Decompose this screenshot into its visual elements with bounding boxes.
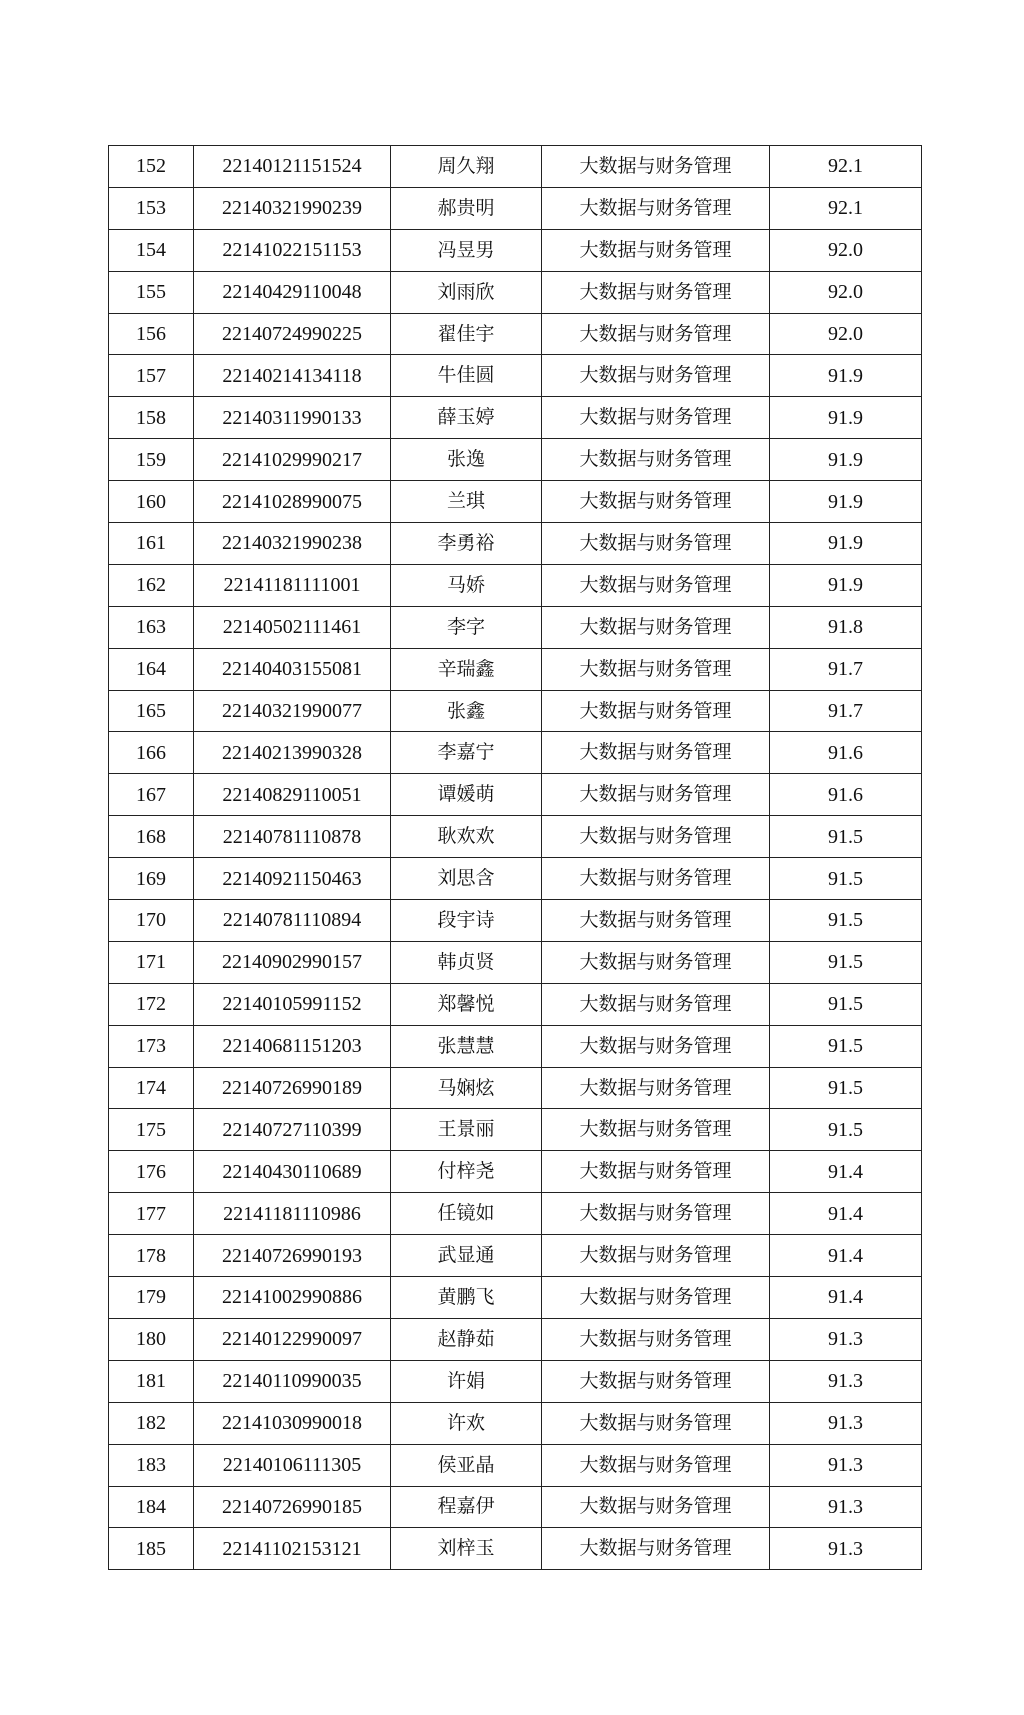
candidate-id-cell: 22141030990018	[194, 1402, 391, 1444]
major-cell: 大数据与财务管理	[542, 606, 770, 648]
seq-cell: 184	[109, 1486, 194, 1528]
table-row	[109, 983, 922, 1025]
table-row	[109, 1360, 922, 1402]
score-cell: 91.3	[770, 1528, 922, 1570]
seq-cell: 168	[109, 816, 194, 858]
candidate-id-cell: 22140902990157	[194, 941, 391, 983]
candidate-id-cell: 22140724990225	[194, 313, 391, 355]
seq-cell: 153	[109, 187, 194, 229]
student-name-cell: 冯昱男	[391, 229, 542, 271]
score-cell: 91.9	[770, 355, 922, 397]
student-name-cell: 马娴炫	[391, 1067, 542, 1109]
major-cell: 大数据与财务管理	[542, 313, 770, 355]
seq-cell: 165	[109, 690, 194, 732]
score-cell: 91.7	[770, 690, 922, 732]
table-row	[109, 1486, 922, 1528]
seq-cell: 177	[109, 1193, 194, 1235]
seq-cell: 180	[109, 1318, 194, 1360]
major-cell: 大数据与财务管理	[542, 439, 770, 481]
score-cell: 91.3	[770, 1486, 922, 1528]
candidate-id-cell: 22140726990185	[194, 1486, 391, 1528]
student-name-cell: 薛玉婷	[391, 397, 542, 439]
table-row	[109, 1193, 922, 1235]
score-cell: 91.9	[770, 481, 922, 523]
major-cell: 大数据与财务管理	[542, 1444, 770, 1486]
major-cell: 大数据与财务管理	[542, 481, 770, 523]
candidate-id-cell: 22140321990239	[194, 187, 391, 229]
table-row	[109, 1402, 922, 1444]
candidate-id-cell: 22140214134118	[194, 355, 391, 397]
candidate-id-cell: 22140727110399	[194, 1109, 391, 1151]
seq-cell: 158	[109, 397, 194, 439]
score-cell: 91.3	[770, 1444, 922, 1486]
student-name-cell: 刘梓玉	[391, 1528, 542, 1570]
seq-cell: 156	[109, 313, 194, 355]
seq-cell: 183	[109, 1444, 194, 1486]
candidate-id-cell: 22140105991152	[194, 983, 391, 1025]
candidate-id-cell: 22140781110878	[194, 816, 391, 858]
table-row	[109, 732, 922, 774]
score-cell: 92.0	[770, 229, 922, 271]
candidate-id-cell: 22140110990035	[194, 1360, 391, 1402]
major-cell: 大数据与财务管理	[542, 858, 770, 900]
student-name-cell: 兰琪	[391, 481, 542, 523]
score-cell: 91.5	[770, 858, 922, 900]
table-row	[109, 439, 922, 481]
major-cell: 大数据与财务管理	[542, 900, 770, 942]
student-name-cell: 许娟	[391, 1360, 542, 1402]
student-name-cell: 刘雨欣	[391, 271, 542, 313]
seq-cell: 181	[109, 1360, 194, 1402]
table-row	[109, 1277, 922, 1319]
major-cell: 大数据与财务管理	[542, 1318, 770, 1360]
student-name-cell: 翟佳宇	[391, 313, 542, 355]
candidate-id-cell: 22140321990238	[194, 523, 391, 565]
candidate-id-cell: 22141181111001	[194, 564, 391, 606]
major-cell: 大数据与财务管理	[542, 146, 770, 188]
seq-cell: 175	[109, 1109, 194, 1151]
major-cell: 大数据与财务管理	[542, 941, 770, 983]
candidate-id-cell: 22141029990217	[194, 439, 391, 481]
major-cell: 大数据与财务管理	[542, 397, 770, 439]
score-cell: 92.0	[770, 271, 922, 313]
major-cell: 大数据与财务管理	[542, 271, 770, 313]
results-table-body	[109, 146, 922, 1570]
table-row	[109, 146, 922, 188]
score-cell: 91.9	[770, 564, 922, 606]
major-cell: 大数据与财务管理	[542, 774, 770, 816]
student-name-cell: 侯亚晶	[391, 1444, 542, 1486]
major-cell: 大数据与财务管理	[542, 1235, 770, 1277]
score-cell: 91.6	[770, 774, 922, 816]
major-cell: 大数据与财务管理	[542, 983, 770, 1025]
score-cell: 91.9	[770, 523, 922, 565]
student-name-cell: 郑馨悦	[391, 983, 542, 1025]
score-cell: 91.5	[770, 1025, 922, 1067]
seq-cell: 176	[109, 1151, 194, 1193]
table-row	[109, 355, 922, 397]
major-cell: 大数据与财务管理	[542, 1067, 770, 1109]
table-row	[109, 1528, 922, 1570]
candidate-id-cell: 22140121151524	[194, 146, 391, 188]
table-row	[109, 816, 922, 858]
candidate-id-cell: 22140213990328	[194, 732, 391, 774]
table-row	[109, 941, 922, 983]
score-cell: 91.5	[770, 900, 922, 942]
table-row	[109, 397, 922, 439]
major-cell: 大数据与财务管理	[542, 1193, 770, 1235]
table-row	[109, 564, 922, 606]
score-cell: 91.5	[770, 1067, 922, 1109]
major-cell: 大数据与财务管理	[542, 690, 770, 732]
student-name-cell: 段宇诗	[391, 900, 542, 942]
student-name-cell: 许欢	[391, 1402, 542, 1444]
score-cell: 91.3	[770, 1402, 922, 1444]
candidate-id-cell: 22140311990133	[194, 397, 391, 439]
score-cell: 91.9	[770, 397, 922, 439]
seq-cell: 166	[109, 732, 194, 774]
table-row	[109, 1067, 922, 1109]
student-name-cell: 王景丽	[391, 1109, 542, 1151]
candidate-id-cell: 22140403155081	[194, 648, 391, 690]
major-cell: 大数据与财务管理	[542, 1109, 770, 1151]
candidate-id-cell: 22140726990189	[194, 1067, 391, 1109]
major-cell: 大数据与财务管理	[542, 1528, 770, 1570]
seq-cell: 169	[109, 858, 194, 900]
score-cell: 91.5	[770, 941, 922, 983]
student-name-cell: 马娇	[391, 564, 542, 606]
seq-cell: 178	[109, 1235, 194, 1277]
table-row	[109, 900, 922, 942]
major-cell: 大数据与财务管理	[542, 648, 770, 690]
candidate-id-cell: 22140122990097	[194, 1318, 391, 1360]
table-row	[109, 1444, 922, 1486]
seq-cell: 160	[109, 481, 194, 523]
student-name-cell: 刘思含	[391, 858, 542, 900]
table-row	[109, 858, 922, 900]
candidate-id-cell: 22140781110894	[194, 900, 391, 942]
score-cell: 91.9	[770, 439, 922, 481]
score-cell: 91.4	[770, 1277, 922, 1319]
score-cell: 91.8	[770, 606, 922, 648]
candidate-id-cell: 22140430110689	[194, 1151, 391, 1193]
candidate-id-cell: 22141028990075	[194, 481, 391, 523]
candidate-id-cell: 22141002990886	[194, 1277, 391, 1319]
student-name-cell: 任镜如	[391, 1193, 542, 1235]
table-row	[109, 690, 922, 732]
table-row	[109, 1109, 922, 1151]
score-cell: 91.4	[770, 1235, 922, 1277]
seq-cell: 179	[109, 1277, 194, 1319]
major-cell: 大数据与财务管理	[542, 1486, 770, 1528]
table-row	[109, 1318, 922, 1360]
score-cell: 91.6	[770, 732, 922, 774]
candidate-id-cell: 22140921150463	[194, 858, 391, 900]
seq-cell: 172	[109, 983, 194, 1025]
major-cell: 大数据与财务管理	[542, 523, 770, 565]
student-name-cell: 黄鹏飞	[391, 1277, 542, 1319]
student-name-cell: 张鑫	[391, 690, 542, 732]
score-cell: 92.1	[770, 187, 922, 229]
major-cell: 大数据与财务管理	[542, 187, 770, 229]
student-name-cell: 付梓尧	[391, 1151, 542, 1193]
score-cell: 92.1	[770, 146, 922, 188]
table-row	[109, 481, 922, 523]
candidate-id-cell: 22140681151203	[194, 1025, 391, 1067]
score-cell: 91.5	[770, 816, 922, 858]
candidate-id-cell: 22141181110986	[194, 1193, 391, 1235]
student-name-cell: 谭媛萌	[391, 774, 542, 816]
table-row	[109, 229, 922, 271]
student-name-cell: 赵静茹	[391, 1318, 542, 1360]
major-cell: 大数据与财务管理	[542, 816, 770, 858]
results-table	[108, 145, 922, 1570]
table-row	[109, 313, 922, 355]
candidate-id-cell: 22140502111461	[194, 606, 391, 648]
seq-cell: 162	[109, 564, 194, 606]
candidate-id-cell: 22140321990077	[194, 690, 391, 732]
table-row	[109, 648, 922, 690]
student-name-cell: 郝贵明	[391, 187, 542, 229]
seq-cell: 161	[109, 523, 194, 565]
candidate-id-cell: 22141102153121	[194, 1528, 391, 1570]
candidate-id-cell: 22141022151153	[194, 229, 391, 271]
major-cell: 大数据与财务管理	[542, 1151, 770, 1193]
student-name-cell: 李嘉宁	[391, 732, 542, 774]
major-cell: 大数据与财务管理	[542, 355, 770, 397]
student-name-cell: 牛佳圆	[391, 355, 542, 397]
table-row	[109, 1235, 922, 1277]
seq-cell: 155	[109, 271, 194, 313]
seq-cell: 182	[109, 1402, 194, 1444]
major-cell: 大数据与财务管理	[542, 564, 770, 606]
candidate-id-cell: 22140429110048	[194, 271, 391, 313]
score-cell: 91.3	[770, 1318, 922, 1360]
student-name-cell: 韩贞贤	[391, 941, 542, 983]
table-row	[109, 523, 922, 565]
seq-cell: 173	[109, 1025, 194, 1067]
score-cell: 91.3	[770, 1360, 922, 1402]
student-name-cell: 周久翔	[391, 146, 542, 188]
table-row	[109, 187, 922, 229]
table-row	[109, 1025, 922, 1067]
major-cell: 大数据与财务管理	[542, 1025, 770, 1067]
table-row	[109, 1151, 922, 1193]
major-cell: 大数据与财务管理	[542, 229, 770, 271]
score-cell: 92.0	[770, 313, 922, 355]
student-name-cell: 张慧慧	[391, 1025, 542, 1067]
candidate-id-cell: 22140726990193	[194, 1235, 391, 1277]
seq-cell: 157	[109, 355, 194, 397]
candidate-id-cell: 22140106111305	[194, 1444, 391, 1486]
student-name-cell: 辛瑞鑫	[391, 648, 542, 690]
student-name-cell: 武显通	[391, 1235, 542, 1277]
score-cell: 91.4	[770, 1151, 922, 1193]
seq-cell: 170	[109, 900, 194, 942]
seq-cell: 164	[109, 648, 194, 690]
student-name-cell: 程嘉伊	[391, 1486, 542, 1528]
score-cell: 91.7	[770, 648, 922, 690]
score-cell: 91.5	[770, 983, 922, 1025]
major-cell: 大数据与财务管理	[542, 732, 770, 774]
table-row	[109, 774, 922, 816]
student-name-cell: 耿欢欢	[391, 816, 542, 858]
seq-cell: 152	[109, 146, 194, 188]
student-name-cell: 张逸	[391, 439, 542, 481]
table-row	[109, 271, 922, 313]
score-cell: 91.4	[770, 1193, 922, 1235]
seq-cell: 185	[109, 1528, 194, 1570]
student-name-cell: 李字	[391, 606, 542, 648]
major-cell: 大数据与财务管理	[542, 1277, 770, 1319]
seq-cell: 174	[109, 1067, 194, 1109]
seq-cell: 167	[109, 774, 194, 816]
table-row	[109, 606, 922, 648]
score-cell: 91.5	[770, 1109, 922, 1151]
student-name-cell: 李勇裕	[391, 523, 542, 565]
seq-cell: 163	[109, 606, 194, 648]
major-cell: 大数据与财务管理	[542, 1360, 770, 1402]
candidate-id-cell: 22140829110051	[194, 774, 391, 816]
seq-cell: 154	[109, 229, 194, 271]
seq-cell: 171	[109, 941, 194, 983]
major-cell: 大数据与财务管理	[542, 1402, 770, 1444]
seq-cell: 159	[109, 439, 194, 481]
